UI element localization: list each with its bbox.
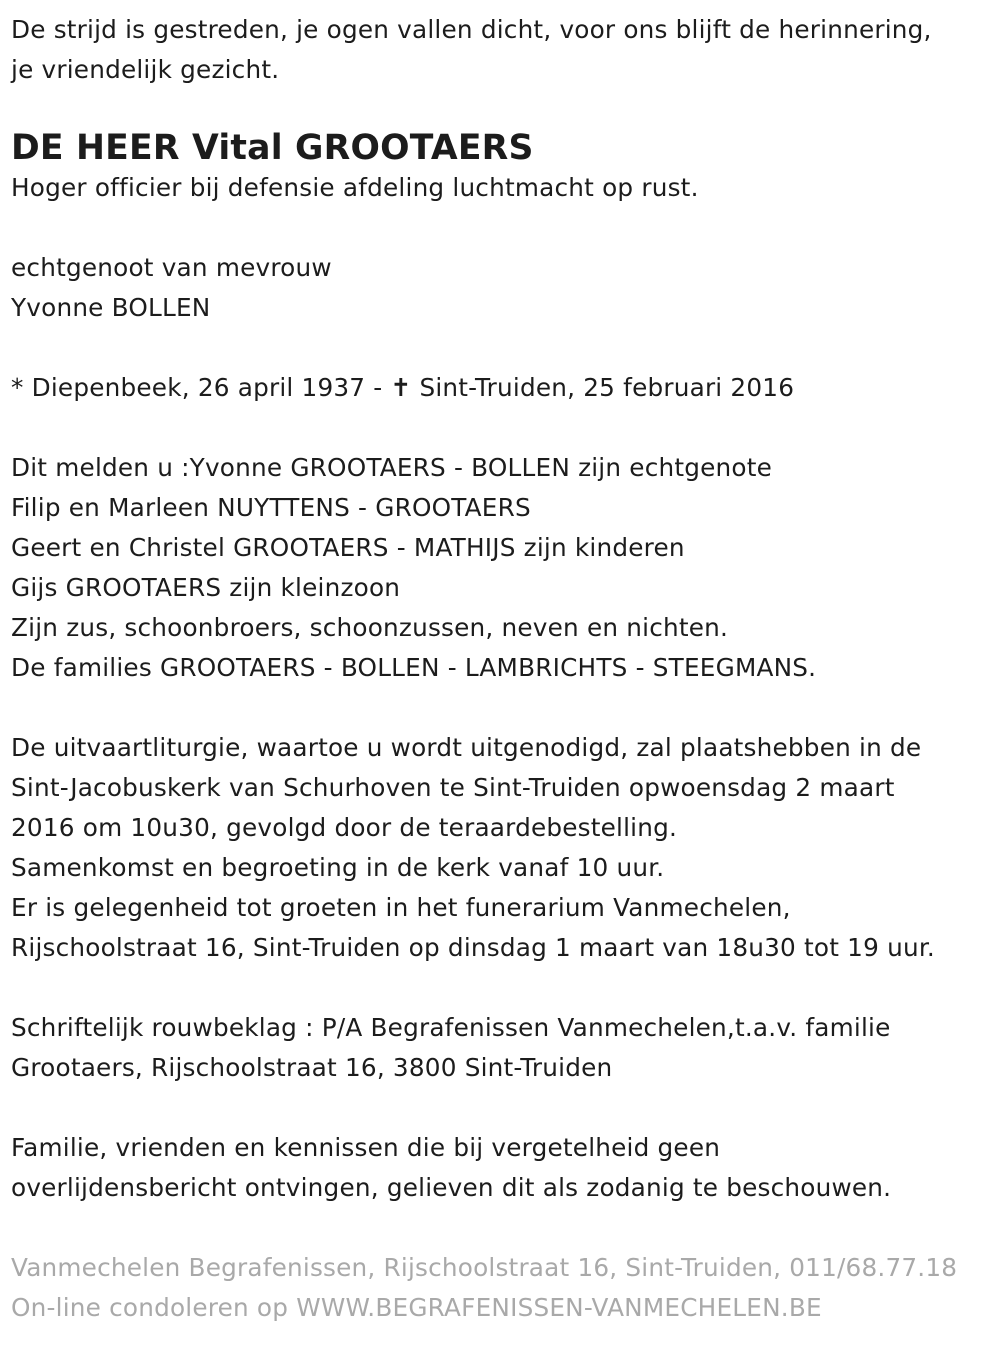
ceremony-line: Samenkomst en begroeting in de kerk vanaf 10 uur. <box>11 853 665 882</box>
deceased-description <box>11 168 991 208</box>
family-line: Dit melden u :Yvonne GROOTAERS - BOLLEN zijn echtgenote <box>11 453 773 482</box>
condolence-line: Schriftelijk rouwbeklag : P/A Begrafenissen Vanmechelen,t.a.v. familie <box>11 1013 891 1042</box>
obituary-document <box>11 10 991 1328</box>
condolence-address <box>11 1008 991 1088</box>
ceremony-details <box>11 728 991 968</box>
family-line: Geert en Christel GROOTAERS - MATHIJS zijn kinderen <box>11 533 685 562</box>
family-line: De families GROOTAERS - BOLLEN - LAMBRICHTS - STEEGMANS. <box>11 653 817 682</box>
ceremony-line: Rijschoolstraat 16, Sint-Truiden op dinsdag 1 maart van 18u30 tot 19 uur. <box>11 933 935 962</box>
intro-verse <box>11 10 991 90</box>
spacer <box>11 1208 991 1248</box>
funeral-home-contact: Vanmechelen Begrafenissen, Rijschoolstraat 16, Sint-Truiden, 011/68.77.18 <box>11 1253 958 1282</box>
spacer <box>11 688 991 728</box>
intro-line: je vriendelijk gezicht. <box>11 55 280 84</box>
birth-death-dates: * Diepenbeek, 26 april 1937 - ✝ Sint-Truiden, 25 februari 2016 <box>11 373 795 402</box>
family-line: Filip en Marleen NUYTTENS - GROOTAERS <box>11 493 531 522</box>
spacer <box>11 408 991 448</box>
family-line: Zijn zus, schoonbroers, schoonzussen, neven en nichten. <box>11 613 729 642</box>
spouse-label: echtgenoot van mevrouw <box>11 253 332 282</box>
spacer <box>11 208 991 248</box>
condolence-line: Grootaers, Rijschoolstraat 16, 3800 Sint-Truiden <box>11 1053 613 1082</box>
spacer <box>11 328 991 368</box>
notice-line: Familie, vrienden en kennissen die bij vergetelheid geen <box>11 1133 721 1162</box>
deceased-occupation: Hoger officier bij defensie afdeling luchtmacht op rust. <box>11 173 699 202</box>
family-line: Gijs GROOTAERS zijn kleinzoon <box>11 573 401 602</box>
funeral-home-footer <box>11 1248 991 1328</box>
spacer <box>11 1088 991 1128</box>
ceremony-line: De uitvaartliturgie, waartoe u wordt uitgenodigd, zal plaatshebben in de <box>11 733 922 762</box>
ceremony-line: Er is gelegenheid tot groeten in het funerarium Vanmechelen, <box>11 893 791 922</box>
spouse-block <box>11 248 991 328</box>
notice-block <box>11 1128 991 1208</box>
spacer <box>11 968 991 1008</box>
family-announcement <box>11 448 991 688</box>
spouse-name: Yvonne BOLLEN <box>11 293 211 322</box>
deceased-name-title: DE HEER Vital GROOTAERS <box>11 128 534 168</box>
online-condolence-link[interactable]: On-line condoleren op WWW.BEGRAFENISSEN-VANMECHELEN.BE <box>11 1293 822 1322</box>
intro-line: De strijd is gestreden, je ogen vallen dicht, voor ons blijft de herinnering, <box>11 15 932 44</box>
ceremony-line: Sint-Jacobuskerk van Schurhoven te Sint-Truiden opwoensdag 2 maart <box>11 773 895 802</box>
ceremony-line: 2016 om 10u30, gevolgd door de teraardebestelling. <box>11 813 678 842</box>
notice-line: overlijdensbericht ontvingen, gelieven dit als zodanig te beschouwen. <box>11 1173 892 1202</box>
